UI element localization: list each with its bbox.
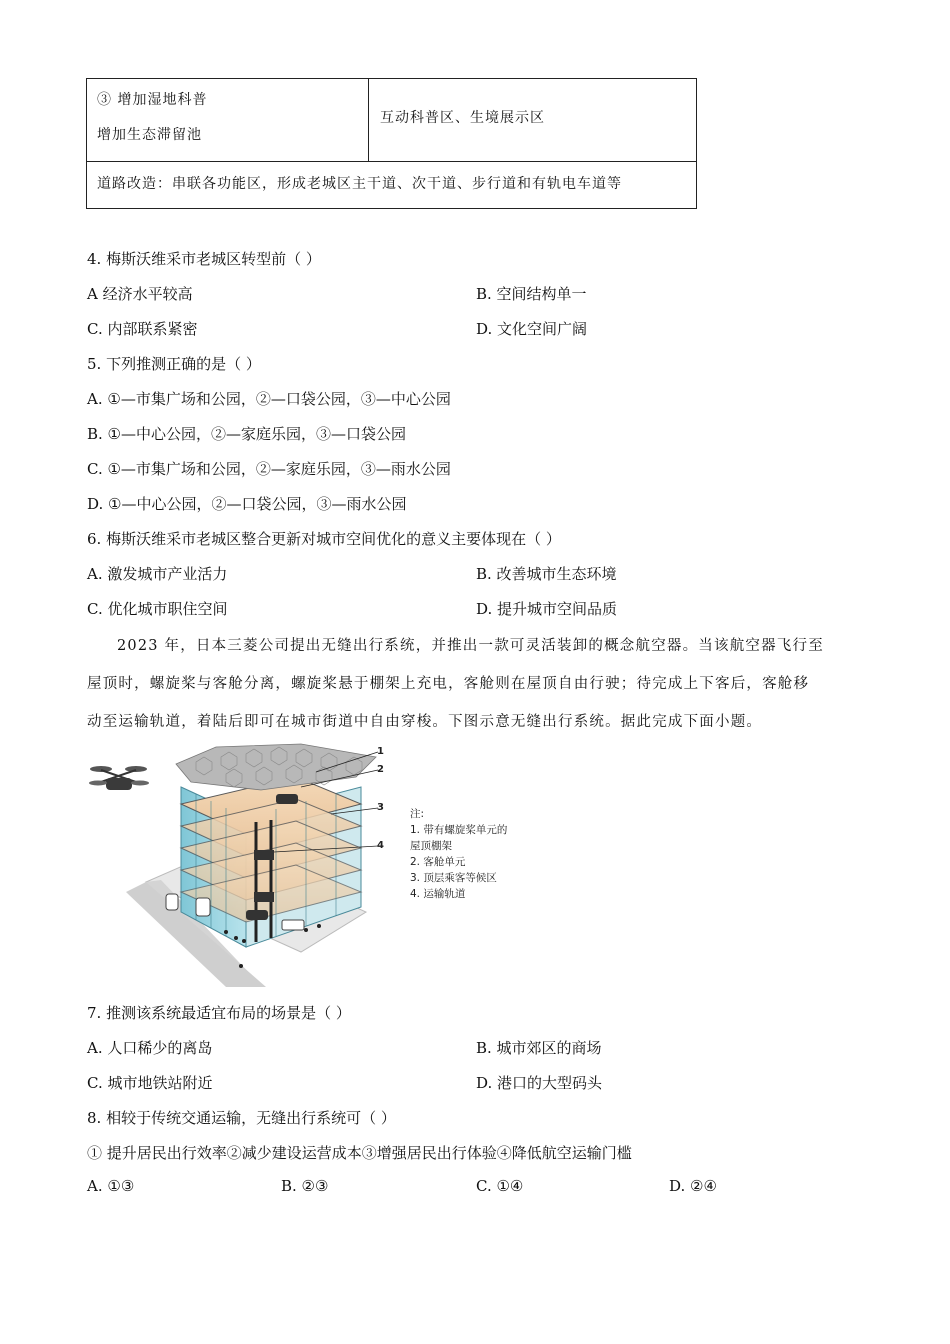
q4-option-b[interactable]: B. 空间结构单一 — [476, 285, 587, 303]
figure-label-3: 3 — [377, 802, 384, 813]
note-item: 2. 客舱单元 — [410, 856, 466, 868]
q5-option-d[interactable]: D. ①—中心公园，②—口袋公园，③—雨水公园 — [87, 495, 407, 513]
question-6-stem: 6. 梅斯沃维采市老城区整合更新对城市空间优化的意义主要体现在（ ） — [87, 530, 561, 548]
figure-label-1: 1 — [377, 746, 384, 757]
passage-line: 屋顶时，螺旋桨与客舱分离，螺旋桨悬于棚架上充电，客舱则在屋顶自由行驶；待完成上下客后，客舱移 — [87, 676, 810, 692]
q5-option-b[interactable]: B. ①—中心公园，②—家庭乐园，③—口袋公园 — [87, 425, 407, 443]
passage-line: 动至运输轨道，着陆后即可在城市街道中自由穿梭。下图示意无缝出行系统。据此完成下面小题。 — [87, 714, 763, 730]
question-4-stem: 4. 梅斯沃维采市老城区转型前（ ） — [87, 250, 321, 268]
q8-option-d[interactable]: D. ②④ — [669, 1177, 717, 1195]
q4-option-a[interactable]: A 经济水平较高 — [87, 285, 193, 303]
q6-option-b[interactable]: B. 改善城市生态环境 — [476, 565, 617, 583]
drone-icon — [89, 766, 149, 790]
table-cell — [87, 79, 369, 161]
question-8-stem: 8. 相较于传统交通运输，无缝出行系统可（ ） — [87, 1109, 396, 1127]
figure-label-2: 2 — [377, 764, 384, 775]
question-7-stem: 7. 推测该系统最适宜布局的场景是（ ） — [87, 1004, 351, 1022]
note-item: 1. 带有螺旋桨单元的 — [410, 824, 508, 836]
note-title: 注: — [410, 808, 425, 820]
figure-note — [410, 806, 507, 902]
q8-statements: ① 提升居民出行效率②减少建设运营成本③增强居民出行体验④降低航空运输门槛 — [87, 1144, 632, 1162]
q6-option-c[interactable]: C. 优化城市职住空间 — [87, 600, 228, 618]
question-5-stem: 5. 下列推测正确的是（ ） — [87, 355, 261, 373]
table-cell — [368, 79, 696, 161]
figure-label-4: 4 — [377, 840, 384, 851]
q4-option-d[interactable]: D. 文化空间广阔 — [476, 320, 588, 338]
table-row — [87, 79, 696, 162]
note-item: 4. 运输轨道 — [410, 888, 466, 900]
q7-option-c[interactable]: C. 城市地铁站附近 — [87, 1074, 213, 1092]
q7-option-b[interactable]: B. 城市郊区的商场 — [476, 1039, 602, 1057]
table-cell-text: 道路改造：串联各功能区，形成老城区主干道、次干道、步行道和有轨电车道等 — [97, 176, 622, 192]
note-item: 屋顶棚架 — [410, 840, 452, 852]
q8-option-b[interactable]: B. ②③ — [281, 1177, 329, 1195]
info-table — [86, 78, 697, 209]
passage-line: 2023 年，日本三菱公司提出无缝出行系统，并推出一款可灵活装卸的概念航空器。当该航空器飞行至 — [117, 638, 824, 654]
table-row — [87, 161, 696, 207]
q8-option-c[interactable]: C. ①④ — [476, 1177, 524, 1195]
q7-option-d[interactable]: D. 港口的大型码头 — [476, 1074, 603, 1092]
q7-option-a[interactable]: A. 人口稀少的离岛 — [87, 1039, 213, 1057]
table-cell-text: ③ 增加湿地科普 — [97, 92, 208, 108]
q6-option-d[interactable]: D. 提升城市空间品质 — [476, 600, 618, 618]
note-item: 3. 顶层乘客等候区 — [410, 872, 497, 884]
table-cell-text: 互动科普区、生境展示区 — [380, 110, 545, 126]
q4-option-c[interactable]: C. 内部联系紧密 — [87, 320, 198, 338]
q5-option-c[interactable]: C. ①—市集广场和公园，②—家庭乐园，③—雨水公园 — [87, 460, 451, 478]
q6-option-a[interactable]: A. 激发城市产业活力 — [87, 565, 228, 583]
q8-option-a[interactable]: A. ①③ — [87, 1177, 135, 1195]
q5-option-a[interactable]: A. ①—市集广场和公园，②—口袋公园，③—中心公园 — [87, 390, 451, 408]
table-cell-text: 增加生态滞留池 — [97, 127, 202, 143]
